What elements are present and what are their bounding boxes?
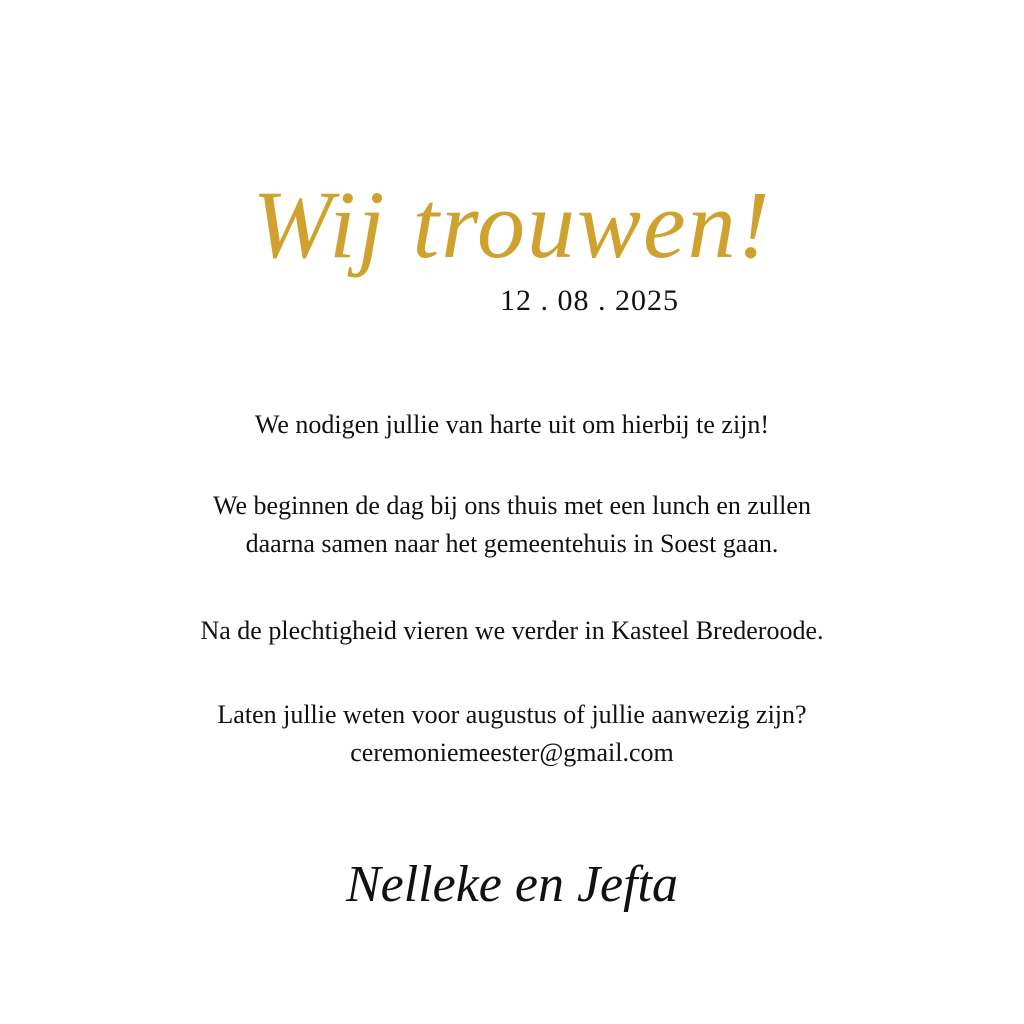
party-text: Na de plechtigheid vieren we verder in Kasteel Brederoode. xyxy=(200,616,824,645)
day-plan-paragraph xyxy=(60,487,964,563)
rsvp-question: Laten jullie weten voor augustus of jullie aanwezig zijn? xyxy=(217,700,807,729)
invite-paragraph xyxy=(60,406,964,444)
rsvp-email: ceremoniemeester@gmail.com xyxy=(350,738,674,767)
day-plan-line-2: daarna samen naar het gemeentehuis in Soest gaan. xyxy=(245,529,779,558)
headline-title: Wij trouwen! xyxy=(252,171,772,278)
couple-signature: Nelleke en Jefta xyxy=(345,856,679,913)
day-plan-line-1: We beginnen de dag bij ons thuis met een lunch en zullen xyxy=(213,491,811,520)
party-paragraph xyxy=(60,612,964,650)
invite-text: We nodigen jullie van harte uit om hierbij te zijn! xyxy=(254,410,770,439)
rsvp-paragraph xyxy=(60,696,964,772)
wedding-date: 12 . 08 . 2025 xyxy=(500,284,679,317)
